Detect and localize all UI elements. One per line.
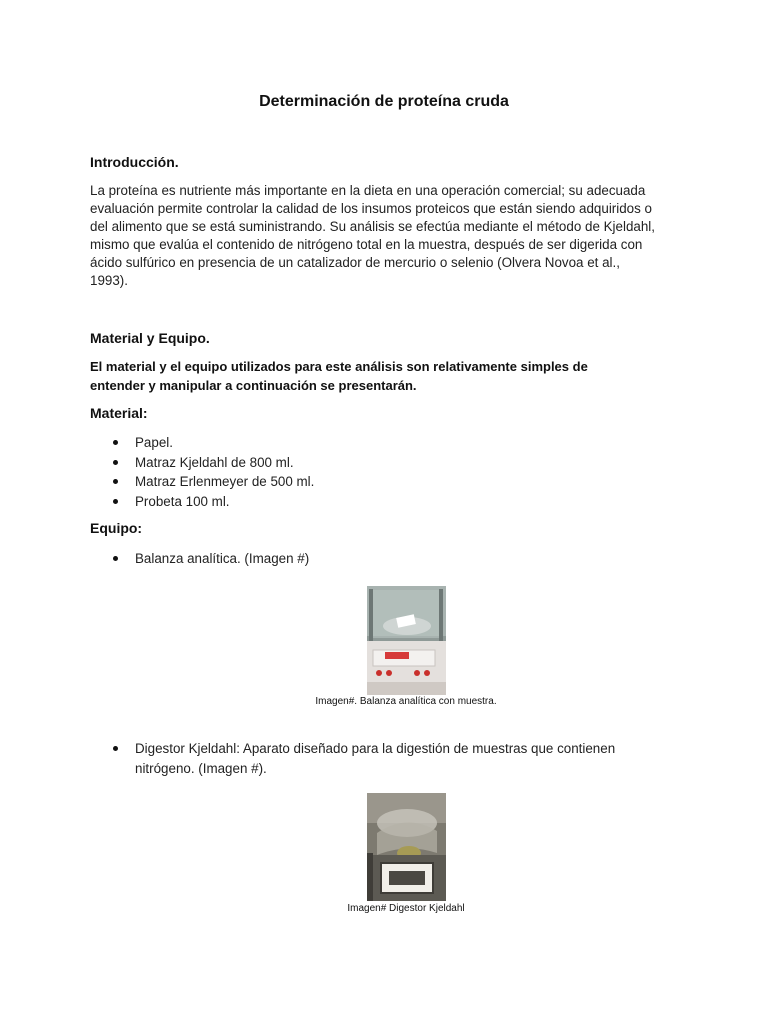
page-title: Determinación de proteína cruda <box>259 93 509 110</box>
intro-paragraph <box>90 182 690 290</box>
digestor-caption: Imagen# Digestor Kjeldahl <box>347 903 465 914</box>
equipo-list-1 <box>90 549 309 569</box>
digestor-photo-image <box>367 793 446 901</box>
material-heading: Material: <box>90 405 148 421</box>
material-equipo-line: El material y el equipo utilizados para este análisis son relativamente simples de <box>90 359 588 374</box>
material-equipo-paragraph <box>90 357 690 395</box>
digestor-line: Digestor Kjeldahl: Aparato diseñado para la digestión de muestras que contienen <box>135 741 616 756</box>
balance-photo <box>367 586 446 695</box>
list-item <box>90 739 615 778</box>
list-item: Balanza analítica. (Imagen #) <box>90 549 309 569</box>
intro-line: evaluación permite controlar la calidad de los insumos proteicos que están siendo adquiridos o <box>90 201 652 216</box>
balance-caption: Imagen#. Balanza analítica con muestra. <box>315 696 497 707</box>
list-item: Matraz Erlenmeyer de 500 ml. <box>90 472 314 492</box>
intro-line: ácido sulfúrico en presencia de un catalizador de mercurio o selenio (Olvera Novoa et al., <box>90 255 620 270</box>
equipo-list-2 <box>90 739 615 778</box>
digestor-photo <box>367 793 446 901</box>
list-item: Probeta 100 ml. <box>90 492 314 512</box>
list-item: Matraz Kjeldahl de 800 ml. <box>90 453 314 473</box>
intro-line: del alimento que se está suministrando. Su análisis se efectúa mediante el método de Kjeldahl, <box>90 219 655 234</box>
material-equipo-heading: Material y Equipo. <box>90 330 210 346</box>
material-equipo-line: entender y manipular a continuación se presentarán. <box>90 378 417 393</box>
intro-line: 1993). <box>90 273 128 288</box>
digestor-line: nitrógeno. (Imagen #). <box>135 760 267 776</box>
intro-heading: Introducción. <box>90 154 179 170</box>
balance-photo-image <box>367 586 446 695</box>
material-list <box>90 433 314 511</box>
equipo-heading: Equipo: <box>90 520 143 536</box>
list-item: Papel. <box>90 433 314 453</box>
intro-line: La proteína es nutriente más importante en la dieta en una operación comercial; su adecuada <box>90 183 646 198</box>
intro-line: mismo que evalúa el contenido de nitrógeno total en la muestra, después de ser digerida con <box>90 237 643 252</box>
